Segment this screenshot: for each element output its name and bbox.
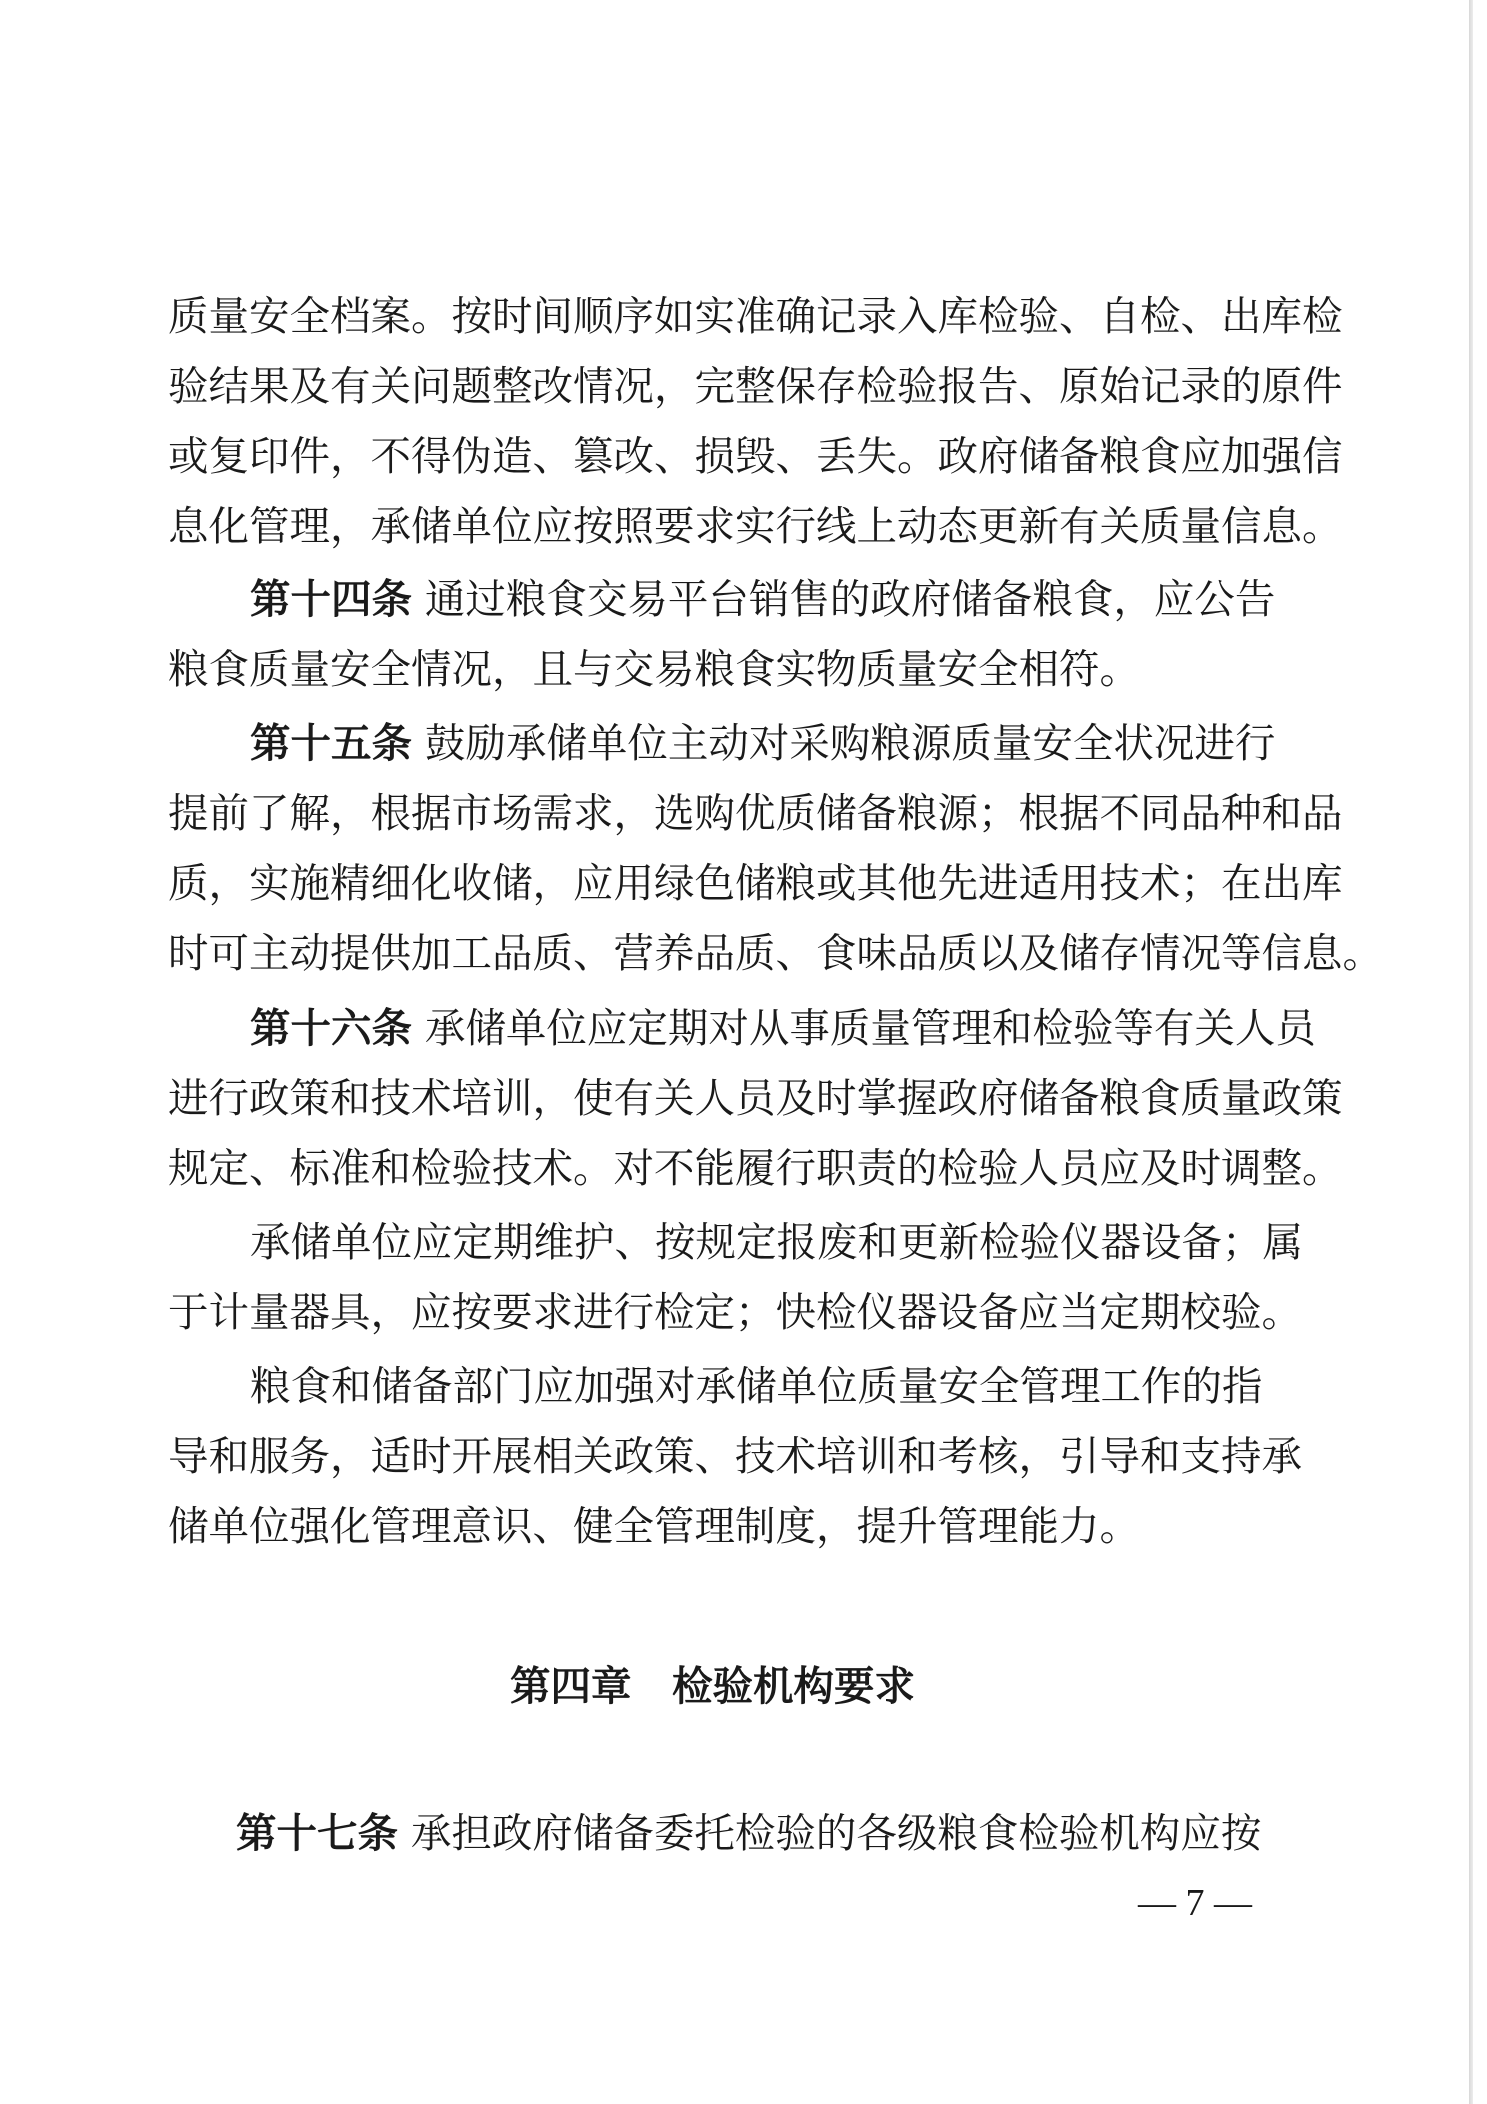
text-line: 通过粮食交易平台销售的政府储备粮食，应公告 — [412, 575, 1276, 623]
text-line: 储单位强化管理意识、健全管理制度，提升管理能力。 — [168, 1502, 1140, 1550]
article-number: 第十六条 — [250, 1004, 412, 1052]
text-line: 粮食质量安全情况，且与交易粮食实物质量安全相符。 — [168, 645, 1140, 693]
text-line: 导和服务，适时开展相关政策、技术培训和考核，引导和支持承 — [168, 1432, 1302, 1480]
text-line: 时可主动提供加工品质、营养品质、食味品质以及储存情况等信息。 — [168, 929, 1383, 977]
page-number: — 7 — — [1138, 1882, 1252, 1924]
text-line: 质，实施精细化收储，应用绿色储粮或其他先进适用技术；在出库 — [168, 859, 1343, 907]
text-line: 于计量器具，应按要求进行检定；快检仪器设备应当定期校验。 — [168, 1288, 1302, 1336]
text-line: 提前了解，根据市场需求，选购优质储备粮源；根据不同品种和品 — [168, 789, 1343, 837]
text-line: 承储单位应定期对从事质量管理和检验等有关人员 — [412, 1004, 1316, 1052]
text-line: 验结果及有关问题整改情况，完整保存检验报告、原始记录的原件 — [168, 362, 1343, 410]
article-number: 第十七条 — [236, 1809, 398, 1857]
text-line: 粮食和储备部门应加强对承储单位质量安全管理工作的指 — [250, 1362, 1263, 1410]
text-line: 承担政府储备委托检验的各级粮食检验机构应按 — [398, 1809, 1262, 1857]
text-line: 规定、标准和检验技术。对不能履行职责的检验人员应及时调整。 — [168, 1144, 1343, 1192]
text-line: 或复印件，不得伪造、篡改、损毁、丢失。政府储备粮食应加强信 — [168, 432, 1343, 480]
paragraph-first-line — [236, 1807, 1261, 1859]
chapter-heading: 第四章 检验机构要求 — [510, 1662, 915, 1710]
paragraph-first-line — [250, 573, 1275, 625]
paragraph-first-line — [250, 1002, 1316, 1054]
article-number: 第十四条 — [250, 575, 412, 623]
text-line: 进行政策和技术培训，使有关人员及时掌握政府储备粮食质量政策 — [168, 1074, 1343, 1122]
text-line: 质量安全档案。按时间顺序如实准确记录入库检验、自检、出库检 — [168, 292, 1343, 340]
page-edge — [1469, 0, 1473, 2104]
text-line: 息化管理，承储单位应按照要求实行线上动态更新有关质量信息。 — [168, 502, 1343, 550]
text-line: 承储单位应定期维护、按规定报废和更新检验仪器设备；属 — [250, 1218, 1303, 1266]
paragraph-first-line — [250, 717, 1275, 769]
article-number: 第十五条 — [250, 719, 412, 767]
text-line: 鼓励承储单位主动对采购粮源质量安全状况进行 — [412, 719, 1276, 767]
